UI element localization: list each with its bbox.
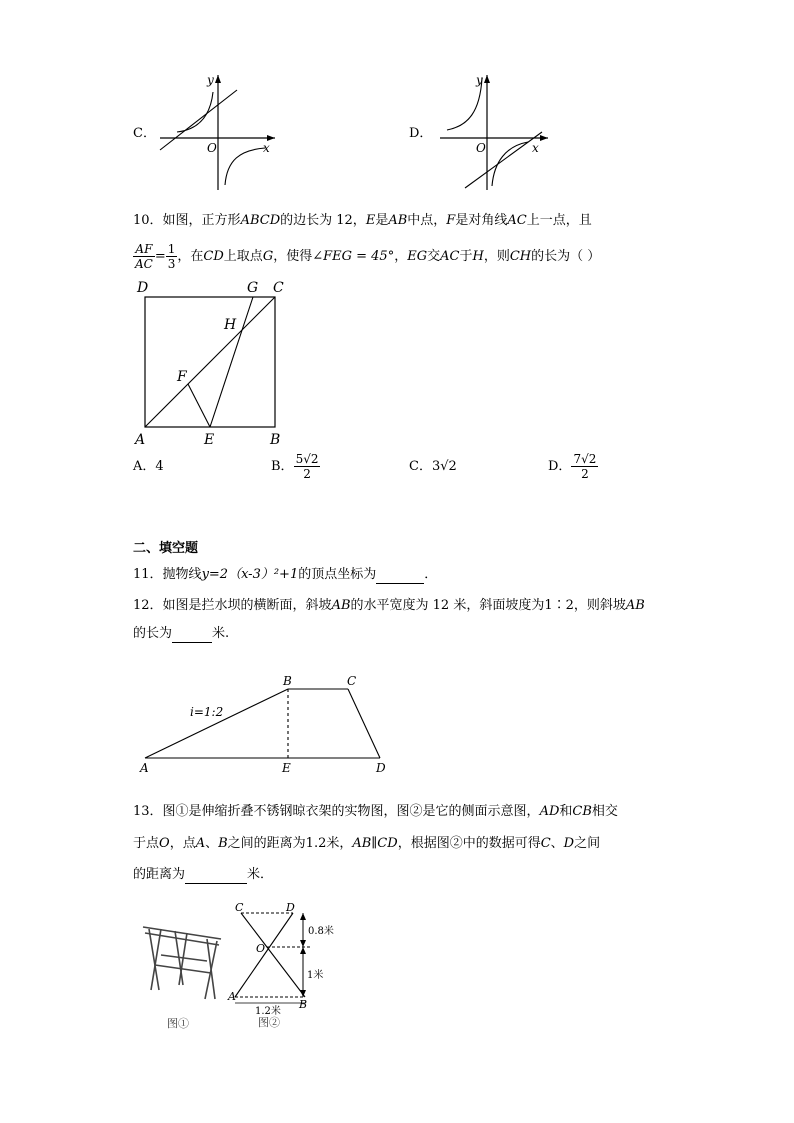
text: 的距离为 [133,867,186,882]
label-g: G [247,280,259,296]
fraction-one-third [166,242,178,271]
origin-label: O [476,141,486,155]
text: 如图是拦水坝的横断面，斜坡 [162,598,332,613]
text: 、 [550,836,564,851]
label-b: B [299,998,308,1011]
label-c: C [273,280,284,296]
label-b: B [270,432,281,448]
text: ，点 [169,836,196,851]
text: 和 [559,804,573,819]
value: 3√2 [431,459,457,474]
math: E [365,213,376,228]
label-e: E [282,761,291,775]
math: AB [388,213,408,228]
label-c: C [347,674,357,688]
graph-c [155,70,275,195]
q10-line2 [133,240,600,274]
numerator: AF [133,242,155,257]
question-number: 12． [133,598,163,613]
denominator: 2 [303,467,311,481]
math: ABCD [240,213,281,228]
label-d: D [286,901,295,914]
text: 的边长为 12， [280,213,366,228]
label-1m: 1米 [307,970,324,981]
origin-label: O [207,141,217,155]
math: C [540,836,551,851]
text: ，根据图②中的数据可得 [397,836,541,851]
axis-y-label: y [207,73,214,87]
math: F [446,213,456,228]
math: H [472,249,484,264]
fraction-af-ac [133,242,155,271]
label-a: A [140,761,149,775]
math: A [195,836,206,851]
q10-option-c [409,458,457,476]
q12-line1 [133,597,645,615]
text: ，在 [177,249,204,264]
axis-x-label: x [532,141,539,155]
q11 [133,566,437,584]
text: 抛物线 [162,567,202,582]
question-number: 11． [133,567,163,582]
q13-line2 [133,835,600,853]
q10-option-b [271,450,320,484]
answer-blank[interactable] [172,629,212,643]
text: 之间的距离为1.2米， [227,836,353,851]
label-h: H [224,317,237,333]
fraction [571,452,598,481]
math: AB [331,598,351,613]
label-f: F [177,369,187,385]
math: EG [407,249,428,264]
label-b: B [283,674,292,688]
label-1-2m: 1.2米 [255,1006,281,1017]
text: 的长为（ ） [531,249,601,264]
fraction [294,452,321,481]
numerator: 7√2 [573,452,597,466]
option-d-label: D． [409,126,433,141]
text: 、 [205,836,219,851]
text: 如图，正方形 [162,213,241,228]
text: ， [394,249,408,264]
text: = [154,249,166,264]
slope-label: i=1:2 [190,705,224,719]
graph-d [430,70,560,195]
numerator: 5√2 [295,452,319,466]
axis-y-label: y [476,73,483,87]
drying-rack-figure [135,915,230,1035]
text: 是对角线 [455,213,508,228]
math: G [262,249,274,264]
answer-blank[interactable] [185,870,247,884]
answer-blank[interactable] [376,570,424,584]
math: y=2（x-3）²+1 [201,567,299,582]
question-number: 10． [133,213,163,228]
math: CH [509,249,532,264]
q10-line1 [133,212,592,230]
math: AC [440,249,460,264]
question-number: 13． [133,804,163,819]
text: 中点， [407,213,447,228]
math: B [218,836,228,851]
text: 于 [459,249,473,264]
text: ，使得 [273,249,313,264]
math: AB∥CD [352,836,398,851]
q12-line2 [133,625,229,643]
label-0-8m: 0.8米 [308,926,334,937]
section-title: 二、填空题 [133,541,199,556]
q13-line1 [133,803,618,821]
axis-x-label: x [263,141,270,155]
option-c-label: C． [133,126,156,141]
label-a: A [135,432,146,448]
q10-option-d [548,450,598,484]
math: AD [539,804,560,819]
dam-figure [135,672,395,782]
label-a: A [228,990,236,1003]
math: O [159,836,170,851]
text: 于点 [133,836,160,851]
figure-2-caption: 图② [258,1016,280,1029]
label-d: D [137,280,149,296]
text: 的水平宽度为 12 米，斜面坡度为1∶2，则斜坡 [350,598,626,613]
label-d: D [376,761,386,775]
math: ∠FEG = 45° [312,249,395,264]
text: 之间 [574,836,601,851]
text: 的顶点坐标为 [298,567,377,582]
text: 米. [212,626,230,641]
q10-option-a: A．4 [133,459,164,474]
text: 交 [427,249,441,264]
text: 米． [247,867,274,882]
figure-1-caption: 图① [167,1017,189,1030]
denominator: 3 [167,257,176,271]
math: D [563,836,575,851]
q13-line3 [133,866,273,884]
text: 上一点，且 [526,213,592,228]
square-figure [130,275,300,450]
denominator: AC [135,257,153,271]
numerator: 1 [167,242,176,256]
label-c: C [235,901,244,914]
math: AC [507,213,527,228]
option-label: D． [548,459,572,474]
text: 的长为 [133,626,173,641]
denominator: 2 [581,467,589,481]
option-label: B． [271,459,294,474]
math: CD [203,249,224,264]
math: AB [625,598,645,613]
label-o: O [256,942,266,955]
text: 图①是伸缩折叠不锈钢晾衣架的实物图，图②是它的侧面示意图， [162,804,540,819]
text: ． [424,567,438,582]
text: 相交 [591,804,618,819]
math: CB [572,804,592,819]
text: 上取点 [223,249,263,264]
option-label: C． [409,459,432,474]
label-e: E [204,432,215,448]
text: ，则 [483,249,510,264]
text: 是 [375,213,389,228]
side-schematic-figure [225,895,345,1035]
